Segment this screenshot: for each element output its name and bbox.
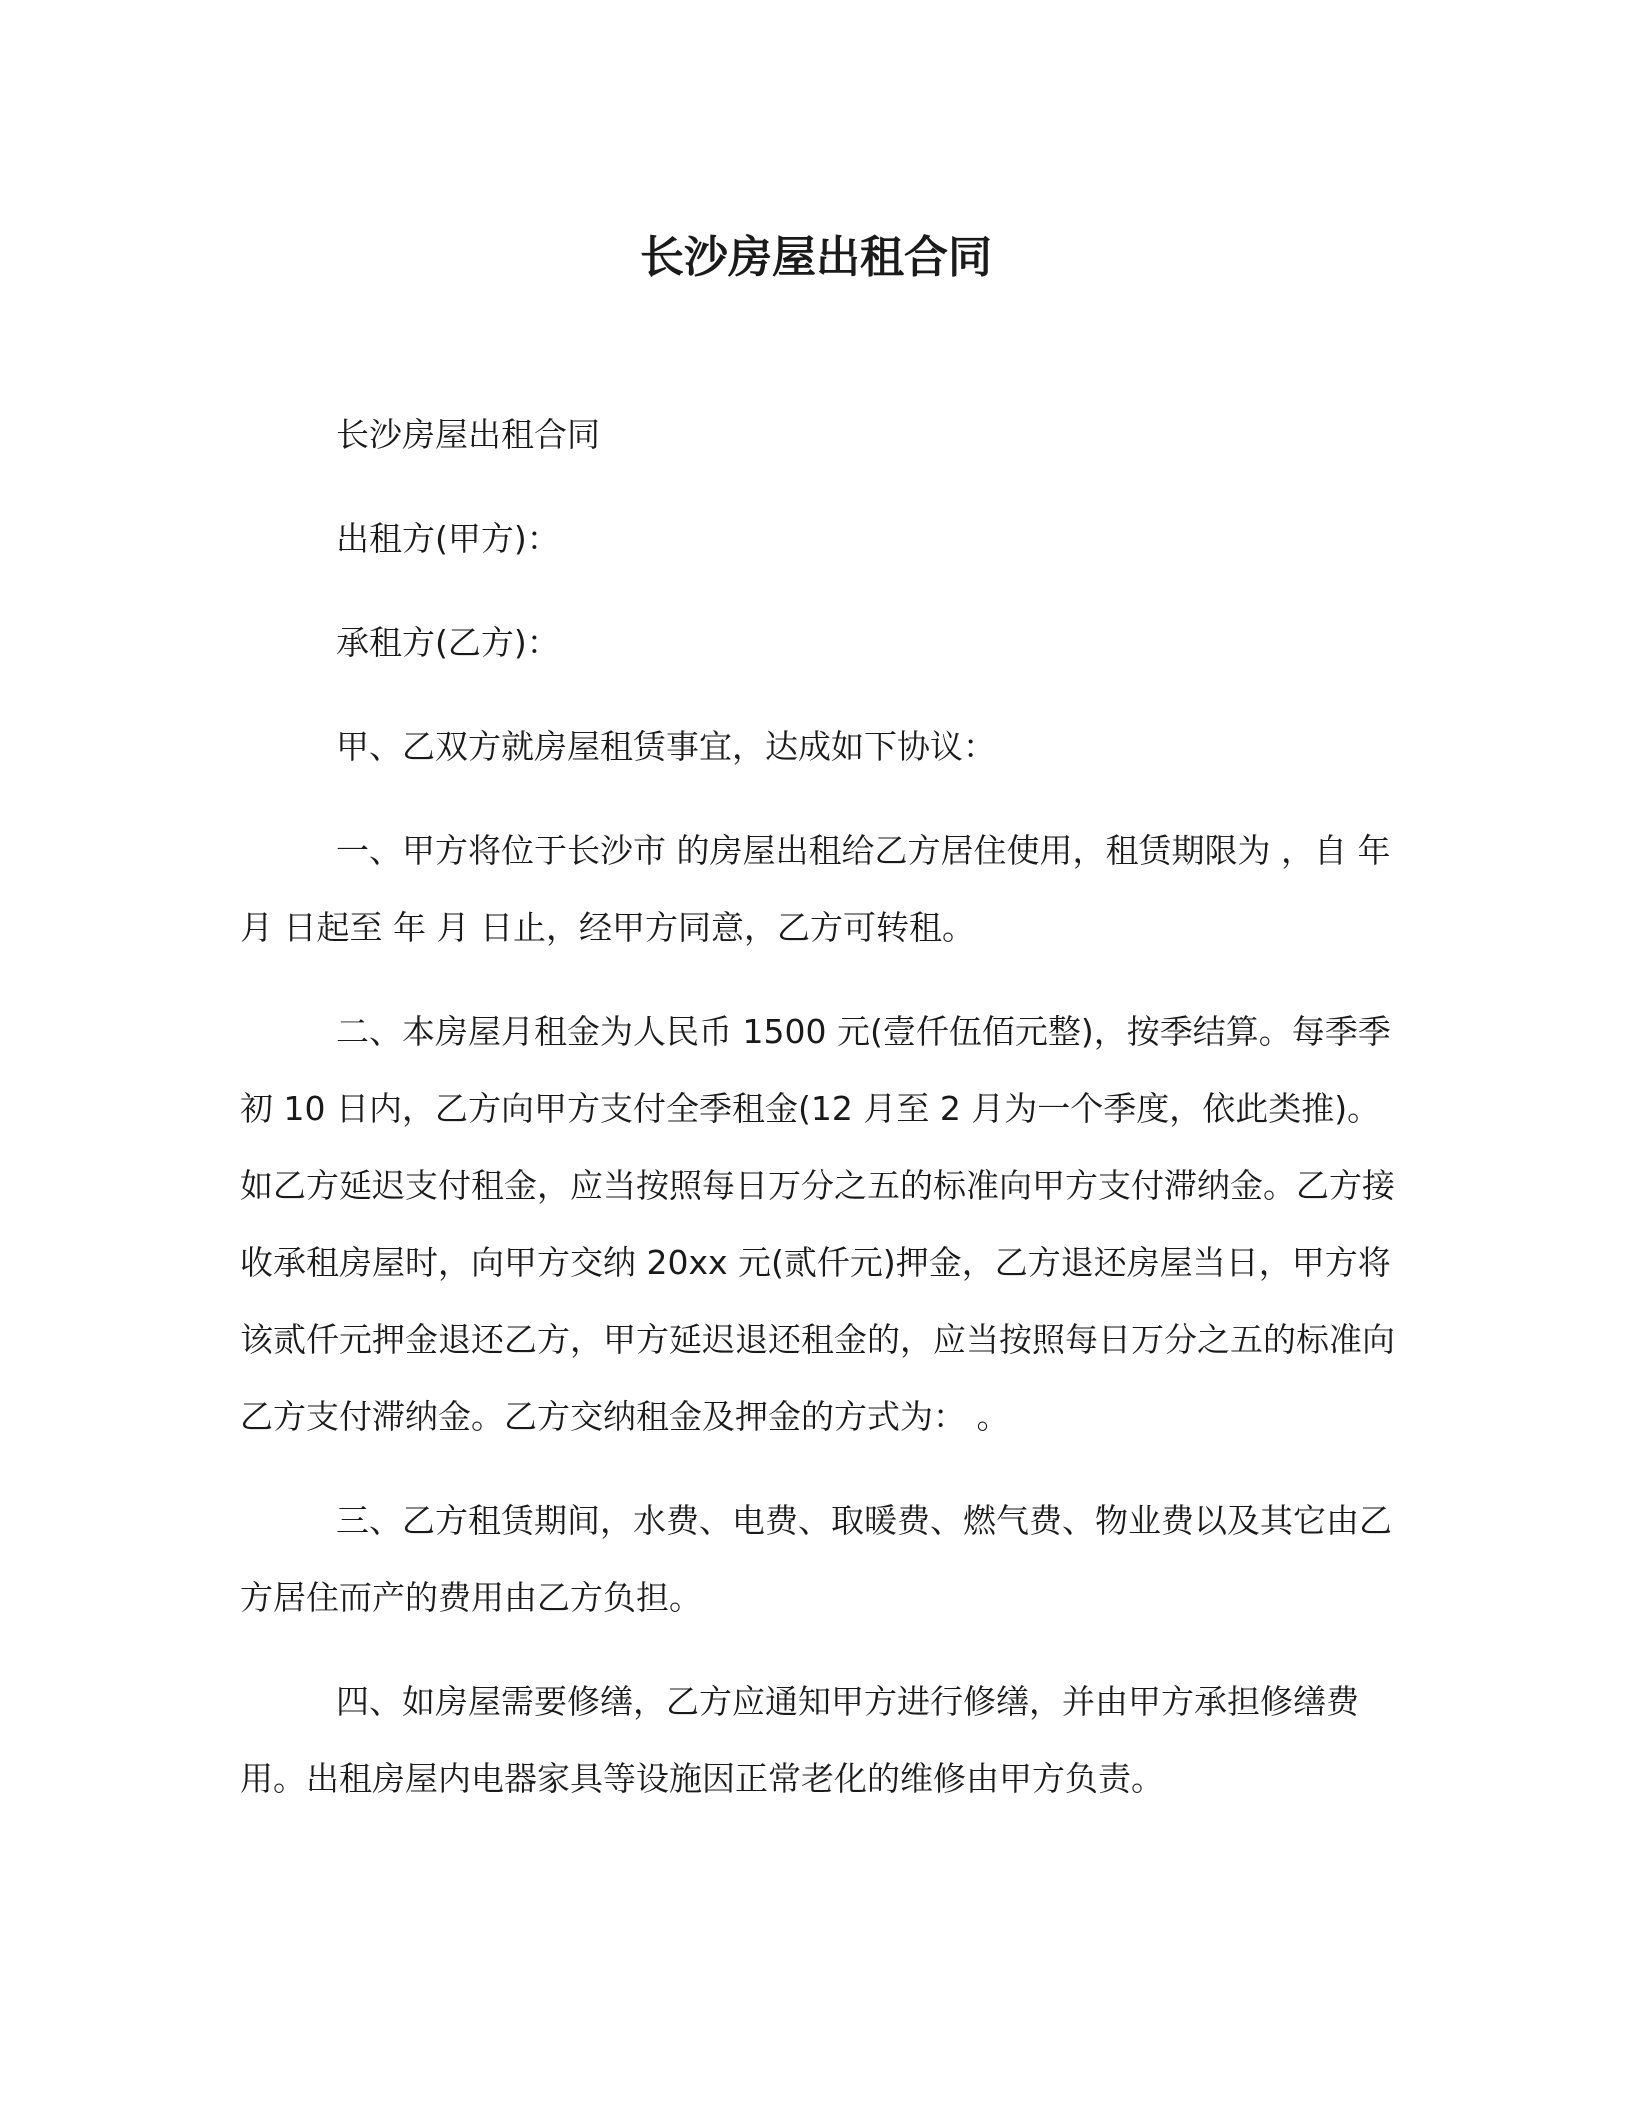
document-body — [240, 396, 1412, 1844]
document-title: 长沙房屋出租合同 — [640, 232, 992, 283]
paragraph-clause-1: 一、甲方将位于长沙市 的房屋出租给乙方居住使用，租赁期限为 ，自 年 月 日起至 年 月 日止，经甲方同意，乙方可转租。 — [240, 831, 1391, 947]
paragraph-lessor: 出租方(甲方)： — [336, 519, 560, 558]
paragraph-subtitle: 长沙房屋出租合同 — [336, 415, 600, 454]
paragraph-clause-2: 二、本房屋月租金为人民币 1500 元(壹仟伍佰元整)，按季结算。每季季初 10 日内，乙方向甲方支付全季租金(12 月至 2 月为一个季度，依此类推)。如乙方延迟支付租金，应当按照每日万分之五的标准向甲方支付滞纳金。乙方接收承租房屋时，向甲方交纳 20xx 元(贰仟元)押金，乙方退还房屋当日，甲方将该贰仟元押金退还乙方，甲方延迟退还租金的，应当按照每日万分之五的标准向乙方支付滞纳金。乙方交纳租金及押金的方式为： 。 — [240, 1012, 1395, 1436]
paragraph-agreement-intro: 甲、乙双方就房屋租赁事宜，达成如下协议： — [336, 727, 996, 766]
paragraph-clause-4: 四、如房屋需要修缮，乙方应通知甲方进行修缮，并由甲方承担修缮费用。出租房屋内电器家具等设施因正常老化的维修由甲方负责。 — [240, 1682, 1359, 1798]
paragraph-clause-3: 三、乙方租赁期间，水费、电费、取暖费、燃气费、物业费以及其它由乙方居住而产的费用由乙方负担。 — [240, 1501, 1392, 1617]
paragraph-lessee: 承租方(乙方)： — [336, 623, 560, 662]
